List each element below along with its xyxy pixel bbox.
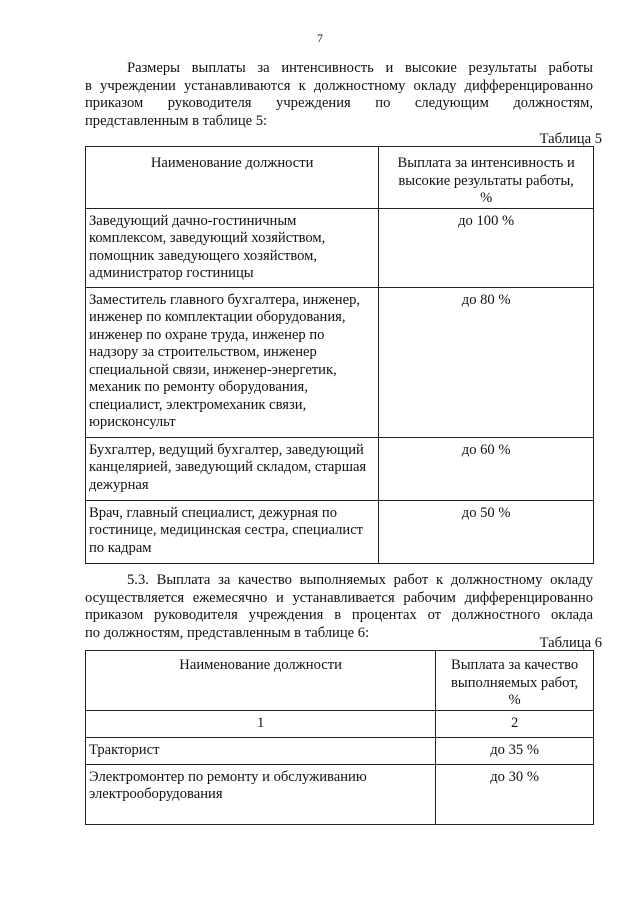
section-paragraph [85,572,593,642]
table5-payment-cell: до 80 % [379,287,594,437]
table-row [86,764,594,824]
table5-caption: Таблица 5 [539,131,602,147]
table5-payment-cell: до 100 % [379,208,594,287]
table5-position-cell: Заведующий дачно-гостиничным комплексом, заведующий хозяйством, помощник заведующего хозяйством, администратор гостиницы [86,208,379,287]
table6-payment-cell: до 30 % [436,764,594,824]
table5-position-cell: Бухгалтер, ведущий бухгалтер, заведующий канцелярией, заведующий складом, старшая дежурная [86,437,379,500]
table6 [85,650,594,825]
section-line: приказом руководителя учреждения в процентах от должностного оклада [85,607,593,623]
table-row [86,500,594,563]
table6-position-cell: Тракторист [86,737,436,764]
table-row [86,287,594,437]
table6-header-row [86,651,594,711]
table5-header-position: Наименование должности [86,147,379,209]
table6-position-cell: Электромонтер по ремонту и обслуживанию электрооборудования [86,764,436,824]
table6-col1-number: 1 [86,710,436,737]
table5-payment-cell: до 60 % [379,437,594,500]
page-number: 7 [317,31,323,45]
table-row [86,737,594,764]
table5 [85,146,594,564]
intro-line: представленным в таблице 5: [85,112,268,129]
table6-col2-number: 2 [436,710,594,737]
table-row [86,208,594,287]
table6-payment-cell: до 35 % [436,737,594,764]
table5-payment-cell: до 50 % [379,500,594,563]
table5-position-cell: Заместитель главного бухгалтера, инженер, инженер по комплектации оборудования, инженер по охране труда, инженер по надзору за строительством, инженер специальной связи, инженер-энергетик, механик по ремонту оборудования, специалист, электромеханик связи, юрисконсульт [86,287,379,437]
intro-paragraph [85,60,593,130]
table5-header-row [86,147,594,209]
intro-line: приказом руководителя учреждения по следующим должностям, [85,95,593,111]
intro-line: Размеры выплаты за интенсивность и высокие результаты работы [127,60,593,76]
section-line: 5.3. Выплата за качество выполняемых работ к должностному окладу [127,572,593,588]
table5-position-cell: Врач, главный специалист, дежурная по гостинице, медицинская сестра, специалист по кадрам [86,500,379,563]
table-row [86,437,594,500]
intro-line: в учреждении устанавливаются к должностному окладу дифференцированно [85,77,593,94]
table5-header-payment: Выплата за интенсивность и высокие результаты работы, % [379,147,594,209]
section-line: по должностям, представленным в таблице 6: [85,624,370,641]
section-line: осуществляется ежемесячно и устанавливается рабочим дифференцированно [85,589,593,606]
table6-numbering-row [86,710,594,737]
table6-header-payment: Выплата за качество выполняемых работ, % [436,651,594,711]
table6-header-position: Наименование должности [86,651,436,711]
table6-caption: Таблица 6 [539,635,602,651]
